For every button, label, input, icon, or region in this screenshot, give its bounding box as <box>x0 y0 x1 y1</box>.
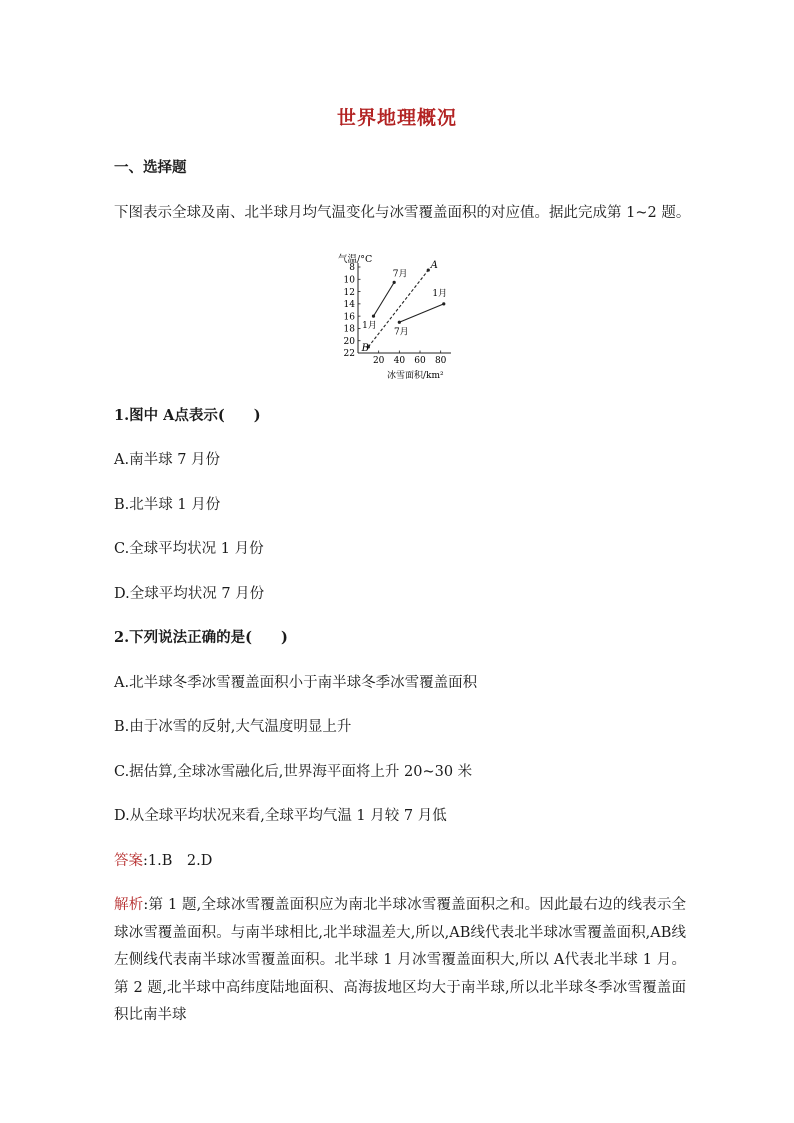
point-label: 1月 <box>362 321 377 332</box>
data-point <box>442 302 445 305</box>
question-1-stem: 1.图中 A点表示( ) <box>114 407 261 424</box>
y-tick-label: 18 <box>343 324 355 335</box>
y-tick-label: 12 <box>343 287 355 298</box>
question-2-stem: 2.下列说法正确的是( ) <box>114 629 288 646</box>
series-line <box>374 282 395 316</box>
point-label: 7月 <box>393 327 409 338</box>
question-2-option-a: A.北半球冬季冰雪覆盖面积小于南半球冬季冰雪覆盖面积 <box>114 675 478 691</box>
question-2-option-d: D.从全球平均状况来看,全球平均气温 1 月较 7 月低 <box>114 808 447 824</box>
question-1-option-c: C.全球平均状况 1 月份 <box>114 541 264 557</box>
page-title: 世界地理概况 <box>336 107 457 129</box>
answer-text: :1.B 2.D <box>143 853 213 869</box>
y-tick-label: 10 <box>343 275 355 286</box>
data-point <box>393 281 396 284</box>
series-line <box>399 304 443 322</box>
x-axis-label: 冰雪面积/km² <box>387 371 444 381</box>
question-1-option-b: B.北半球 1 月份 <box>114 497 221 513</box>
analysis-label: 解析 <box>114 897 144 913</box>
answer-line <box>114 851 694 871</box>
x-tick-label: 20 <box>372 356 385 366</box>
data-point <box>398 321 401 324</box>
question-2-option-b: B.由于冰雪的反射,大气温度明显上升 <box>114 719 352 735</box>
y-tick-label: 16 <box>343 312 355 323</box>
x-tick-label: 80 <box>434 356 447 366</box>
point-label: B <box>361 342 370 354</box>
temperature-snow-chart <box>335 246 460 386</box>
chart-svg <box>335 246 460 386</box>
y-tick-label: 22 <box>343 349 355 360</box>
analysis-paragraph <box>114 892 686 1030</box>
answer-label: 答案 <box>114 853 143 869</box>
y-tick-label: 14 <box>343 300 355 311</box>
y-tick-label: 20 <box>343 336 355 347</box>
question-2-option-c: C.据估算,全球冰雪融化后,世界海平面将上升 20~30 米 <box>114 764 473 780</box>
section-heading: 一、选择题 <box>114 159 187 176</box>
point-label: 7月 <box>392 269 408 280</box>
data-point <box>372 315 375 318</box>
data-point <box>427 268 430 271</box>
point-label: A <box>430 260 438 272</box>
y-axis-label: 气温/°C <box>338 254 373 265</box>
question-1-option-a: A.南半球 7 月份 <box>114 452 221 468</box>
x-tick-label: 40 <box>393 356 406 366</box>
y-tick-label: 8 <box>349 263 355 274</box>
analysis-text: :第 1 题,全球冰雪覆盖面积应为南北半球冰雪覆盖面积之和。因此最右边的线表示全球冰雪覆盖面积。与南半球相比,北半球温差大,所以,AB线代表北半球冰雪覆盖面积,AB线左侧线代表南半球冰雪覆盖面积。北半球 1 月冰雪覆盖面积大,所以 A代表北半球 1 月。第 2 题,北半球中高纬度陆地面积、高海拔地区均大于南半球,所以北半球冬季冰雪覆盖面积比南半球 <box>114 897 687 1023</box>
point-label: 1月 <box>432 288 448 299</box>
question-1-option-d: D.全球平均状况 7 月份 <box>114 586 265 602</box>
x-tick-label: 60 <box>414 356 426 366</box>
intro-text: 下图表示全球及南、北半球月均气温变化与冰雪覆盖面积的对应值。据此完成第 1~2 题。 <box>114 205 691 221</box>
